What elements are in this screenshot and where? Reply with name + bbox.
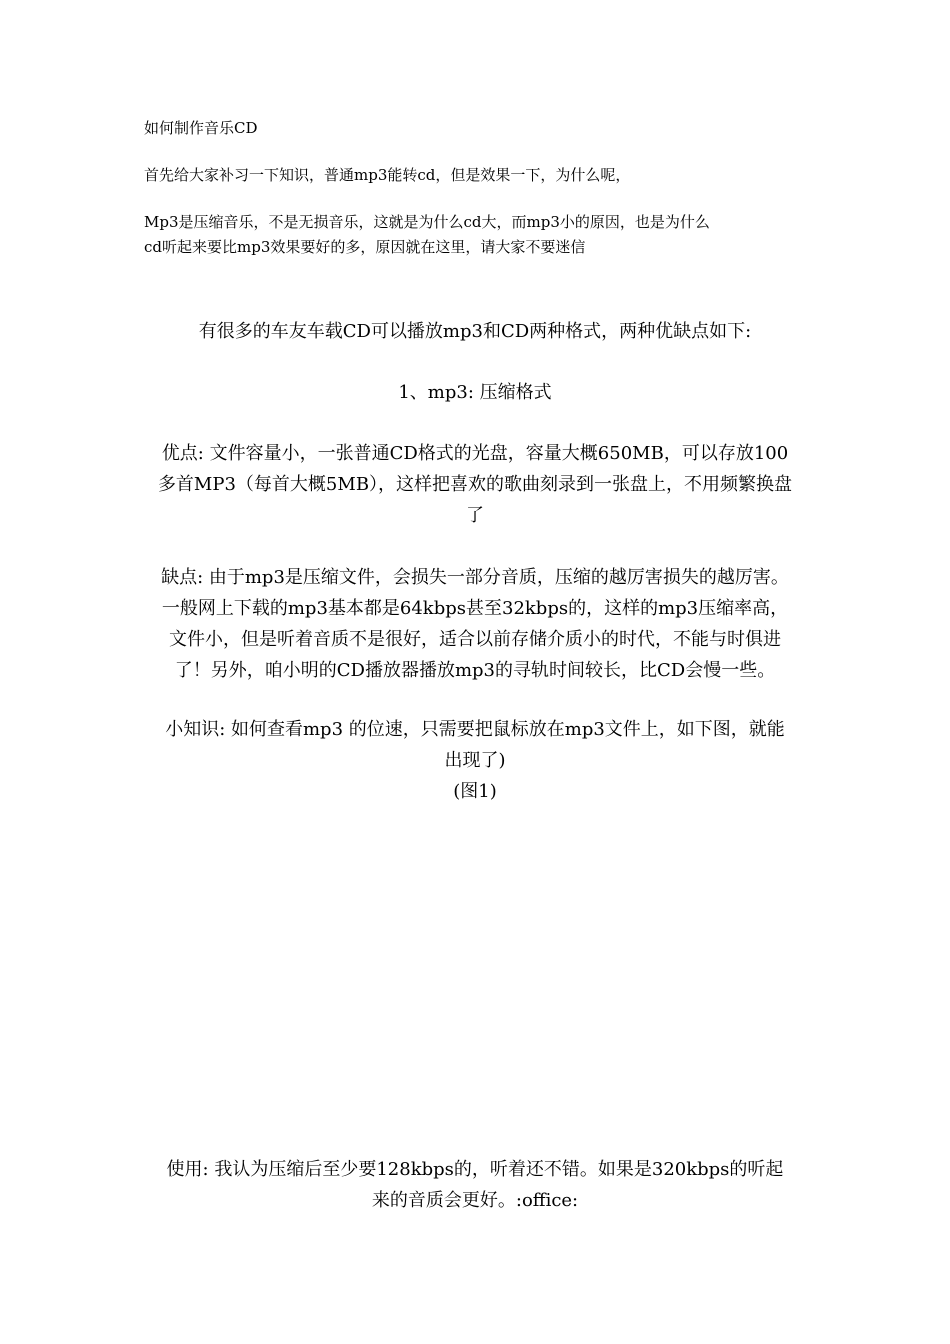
figure-placeholder (144, 810, 806, 1140)
pros-paragraph (138, 438, 812, 531)
formats-intro-paragraph (138, 316, 812, 347)
tip-paragraph (138, 714, 812, 807)
usage-paragraph (138, 1154, 812, 1216)
intro-line: 首先给大家补习一下知识，普通mp3能转cd，但是效果一下，为什么呢， (144, 166, 631, 184)
tip-line: 出现了) (444, 750, 506, 771)
document-title: 如何制作音乐CD (144, 119, 258, 137)
usage-line: 使用: 我认为压缩后至少要128kbps的，听着还不错。如果是320kbps的听起 (166, 1159, 784, 1180)
cons-line: 一般网上下载的mp3基本都是64kbps甚至32kbps的，这样的mp3压缩率高， (161, 598, 789, 619)
formats-intro: 有很多的车友车载CD可以播放mp3和CD两种格式，两种优缺点如下: (198, 321, 752, 342)
explain-line-1: Mp3是压缩音乐，不是无损音乐，这就是为什么cd大，而mp3小的原因，也是为什么 (144, 213, 710, 231)
pros-line: 优点: 文件容量小，一张普通CD格式的光盘，容量大概650MB，可以存放100 (161, 443, 789, 464)
cons-line: 文件小，但是听着音质不是很好，适合以前存储介质小的时代，不能与时俱进 (169, 629, 781, 650)
cons-line: 缺点: 由于mp3是压缩文件，会损失一部分音质，压缩的越厉害损失的越厉害。 (161, 567, 789, 588)
pros-line: 了 (466, 505, 484, 526)
section-heading-block (138, 377, 812, 408)
explain-line-2: cd听起来要比mp3效果要好的多，原因就在这里，请大家不要迷信 (144, 238, 586, 256)
cons-line: 了！另外，咱小明的CD播放器播放mp3的寻轨时间较长，比CD会慢一些。 (174, 660, 776, 681)
pros-line: 多首MP3（每首大概5MB），这样把喜欢的歌曲刻录到一张盘上，不用频繁换盘 (157, 474, 793, 495)
section-heading: 1、mp3: 压缩格式 (398, 382, 552, 403)
tip-line: 小知识: 如何查看mp3 的位速，只需要把鼠标放在mp3文件上，如下图，就能 (165, 719, 785, 740)
cons-paragraph (138, 562, 812, 686)
usage-line: 来的音质会更好。:office: (371, 1190, 579, 1211)
figure-caption: (图1) (453, 781, 497, 802)
